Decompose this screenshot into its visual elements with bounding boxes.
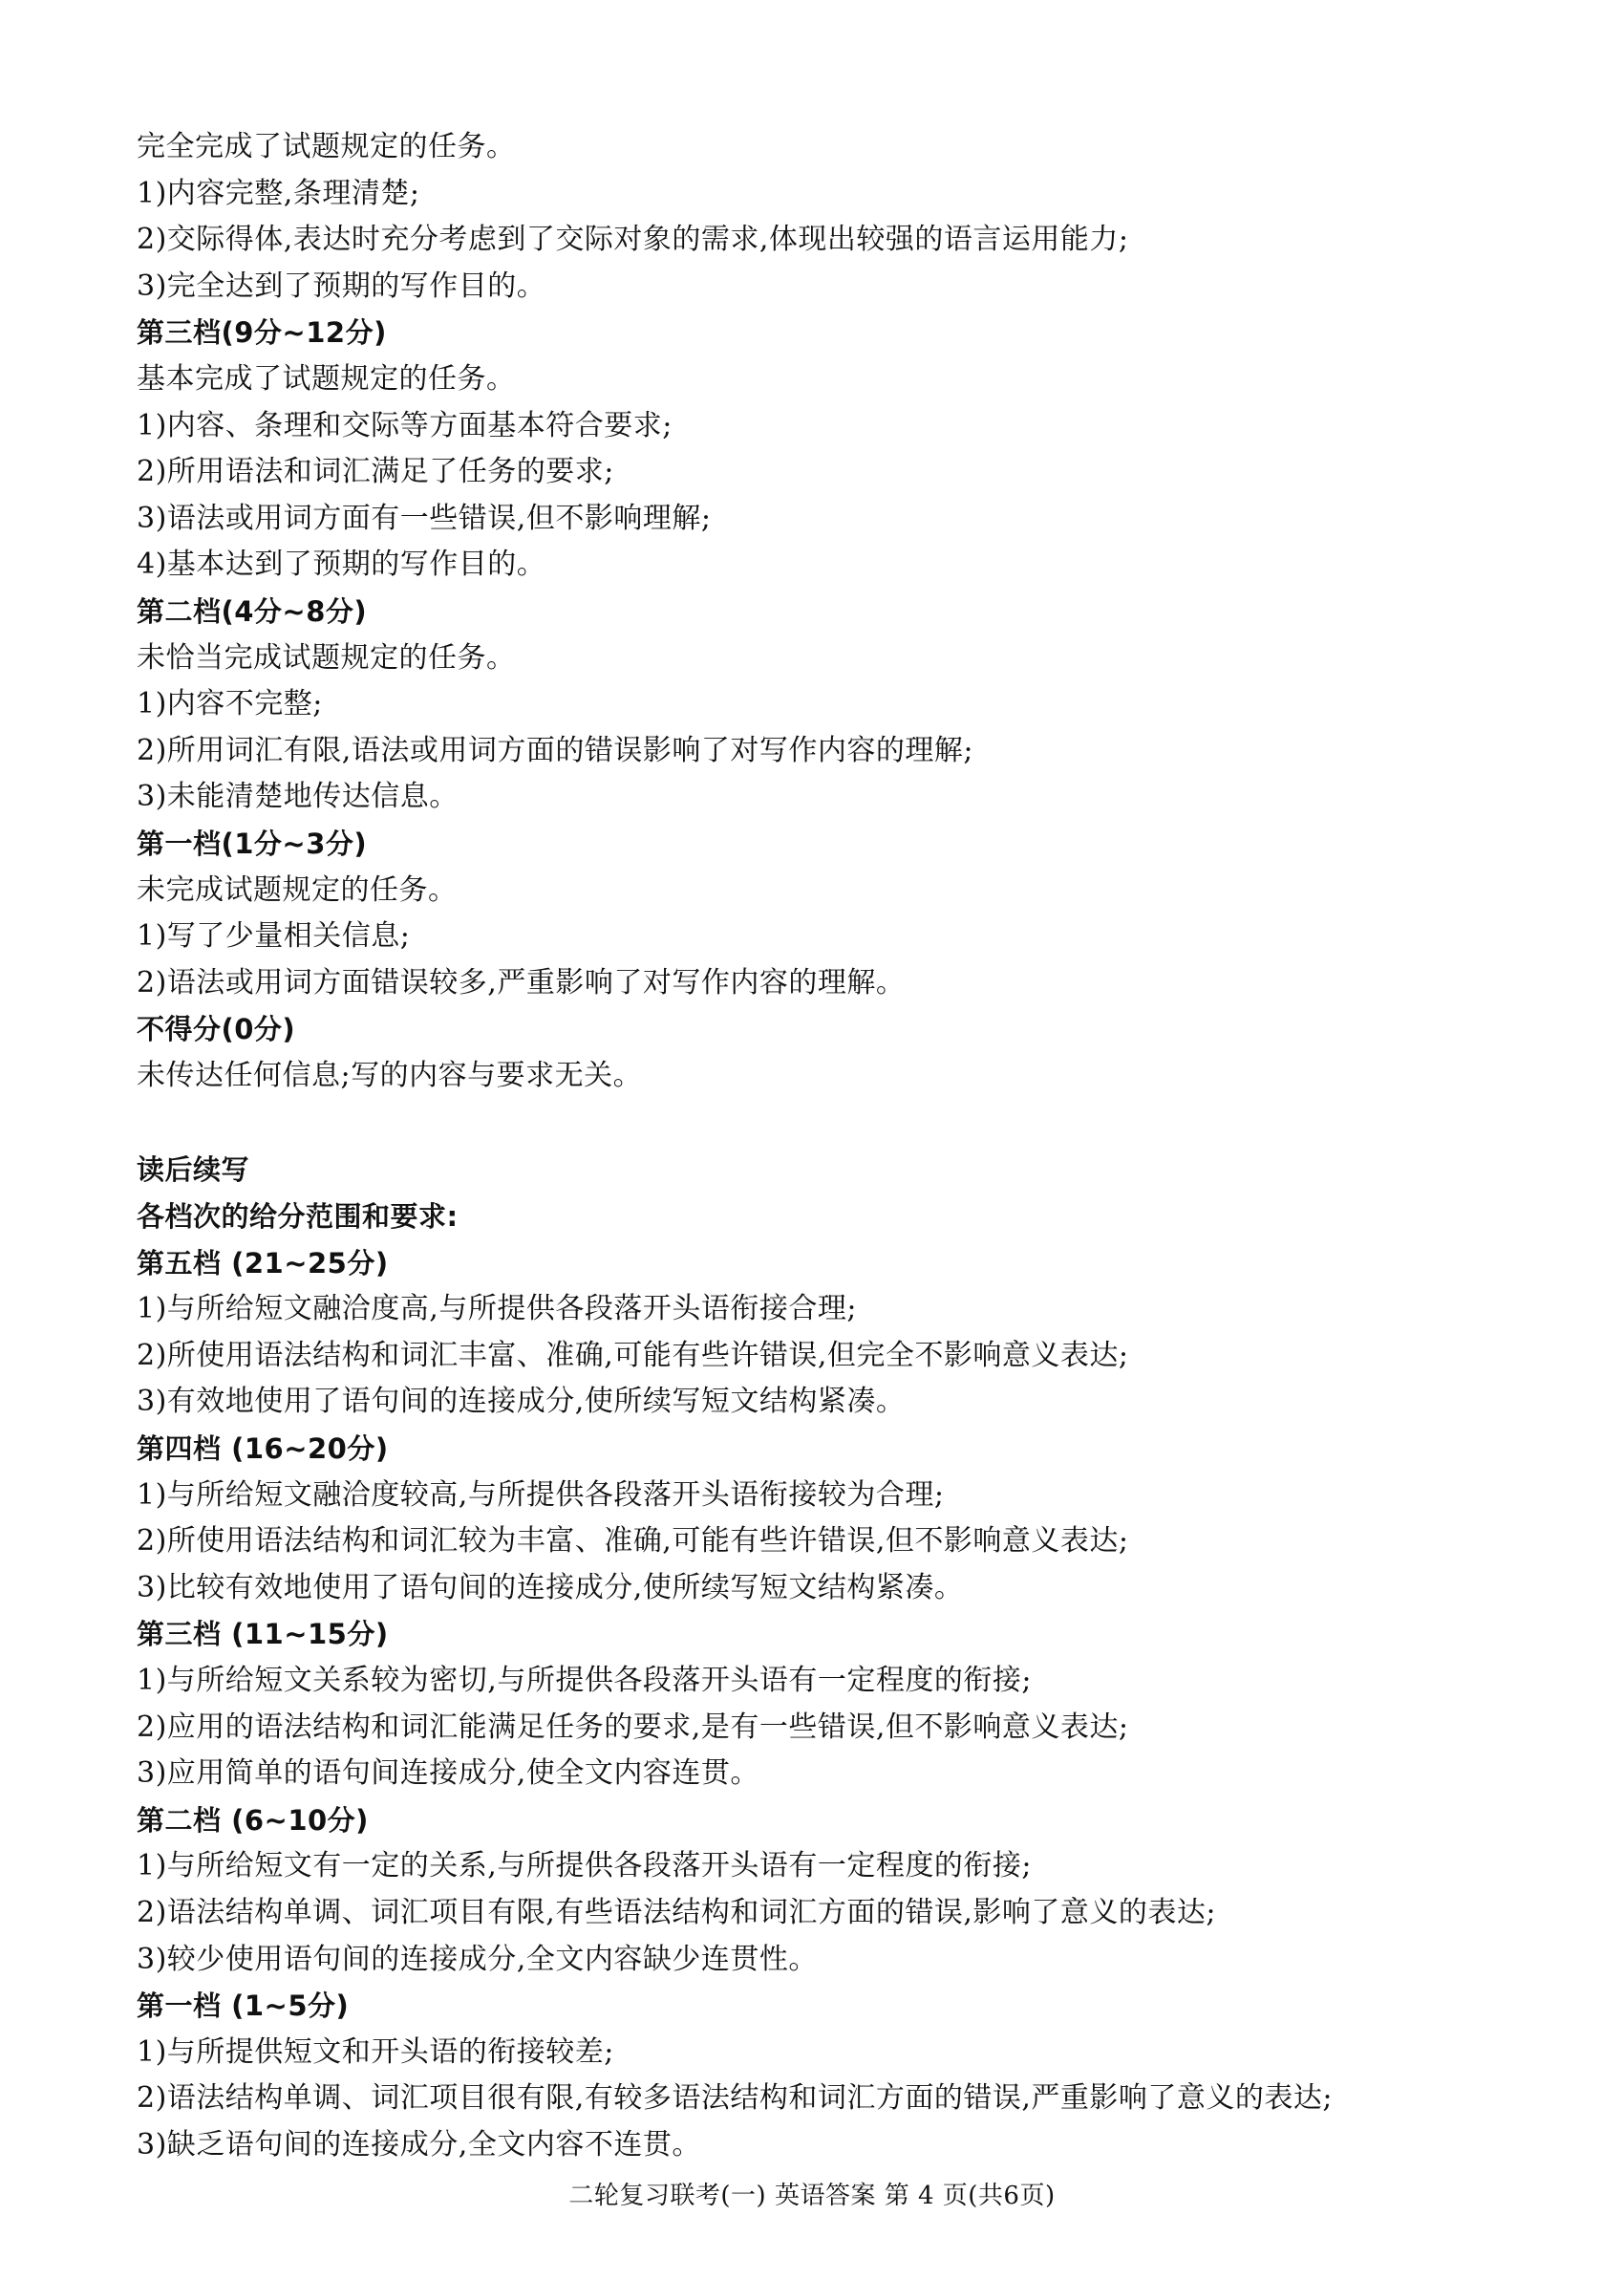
- body-line: 1)与所给短文融洽度高,与所提供各段落开头语衔接合理;: [137, 1292, 857, 1326]
- body-line: 3)较少使用语句间的连接成分,全文内容缺少连贯性。: [137, 1942, 818, 1976]
- body-line: 2)语法结构单调、词汇项目很有限,有较多语法结构和词汇方面的错误,严重影响了意义的表达;: [137, 2081, 1333, 2116]
- section-subtitle: 各档次的给分范围和要求:: [137, 1200, 459, 1234]
- tier-heading: 不得分(0分): [137, 1013, 296, 1046]
- tier-heading: 第五档 (21~25分): [137, 1246, 389, 1280]
- body-line: 1)内容完整,条理清楚;: [137, 176, 420, 210]
- body-line: 2)所用语法和词汇满足了任务的要求;: [137, 455, 614, 489]
- body-line: 2)所用词汇有限,语法或用词方面的错误影响了对写作内容的理解;: [137, 733, 973, 767]
- body-line: 1)与所给短文融洽度较高,与所提供各段落开头语衔接较为合理;: [137, 1477, 945, 1512]
- body-line: 未传达任何信息;写的内容与要求无关。: [137, 1058, 643, 1092]
- body-line: 3)比较有效地使用了语句间的连接成分,使所续写短文结构紧凑。: [137, 1570, 964, 1604]
- body-line: 3)语法或用词方面有一些错误,但不影响理解;: [137, 501, 712, 535]
- body-line: 2)应用的语法结构和词汇能满足任务的要求,是有一些错误,但不影响意义表达;: [137, 1710, 1129, 1744]
- body-line: 未完成试题规定的任务。: [137, 872, 458, 907]
- body-line: 1)内容不完整;: [137, 687, 323, 721]
- body-line: 基本完成了试题规定的任务。: [137, 361, 516, 396]
- body-line: 3)未能清楚地传达信息。: [137, 780, 459, 814]
- body-line: 2)所使用语法结构和词汇丰富、准确,可能有些许错误,但完全不影响意义表达;: [137, 1338, 1129, 1372]
- tier-heading: 第一档 (1~5分): [137, 1990, 350, 2023]
- page-footer: 二轮复习联考(一) 英语答案 第 4 页(共6页): [568, 2182, 1056, 2210]
- body-line: 4)基本达到了预期的写作目的。: [137, 548, 546, 582]
- body-line: 2)交际得体,表达时充分考虑到了交际对象的需求,体现出较强的语言运用能力;: [137, 223, 1129, 257]
- body-line: 3)缺乏语句间的连接成分,全文内容不连贯。: [137, 2127, 701, 2162]
- tier-heading: 第三档(9分~12分): [137, 316, 387, 350]
- body-line: 3)应用简单的语句间连接成分,使全文内容连贯。: [137, 1756, 759, 1791]
- section-title: 读后续写: [137, 1153, 250, 1187]
- document-page: [137, 124, 1493, 2169]
- body-line: 3)有效地使用了语句间的连接成分,使所续写短文结构紧凑。: [137, 1385, 906, 1419]
- section-gap: [137, 1099, 1493, 1147]
- tier-heading: 第四档 (16~20分): [137, 1432, 389, 1466]
- body-line: 1)与所给短文有一定的关系,与所提供各段落开头语有一定程度的衔接;: [137, 1849, 1032, 1883]
- tier-heading: 第二档 (6~10分): [137, 1803, 369, 1837]
- body-line: 1)写了少量相关信息;: [137, 919, 411, 954]
- tier-heading: 第一档(1分~3分): [137, 827, 368, 860]
- body-line: 1)与所提供短文和开头语的衔接较差;: [137, 2034, 614, 2069]
- body-line: 1)与所给短文关系较为密切,与所提供各段落开头语有一定程度的衔接;: [137, 1664, 1032, 1697]
- body-line: 2)所使用语法结构和词汇较为丰富、准确,可能有些许错误,但不影响意义表达;: [137, 1524, 1129, 1559]
- body-line: 2)语法或用词方面错误较多,严重影响了对写作内容的理解。: [137, 965, 906, 1000]
- tier-heading: 第二档(4分~8分): [137, 594, 368, 628]
- body-line: 3)完全达到了预期的写作目的。: [137, 269, 546, 303]
- body-line: 完全完成了试题规定的任务。: [137, 130, 516, 163]
- body-line: 1)内容、条理和交际等方面基本符合要求;: [137, 408, 673, 442]
- body-line: 2)语法结构单调、词汇项目有限,有些语法结构和词汇方面的错误,影响了意义的表达;: [137, 1895, 1216, 1929]
- tier-heading: 第三档 (11~15分): [137, 1618, 389, 1651]
- body-line: 未恰当完成试题规定的任务。: [137, 640, 516, 675]
